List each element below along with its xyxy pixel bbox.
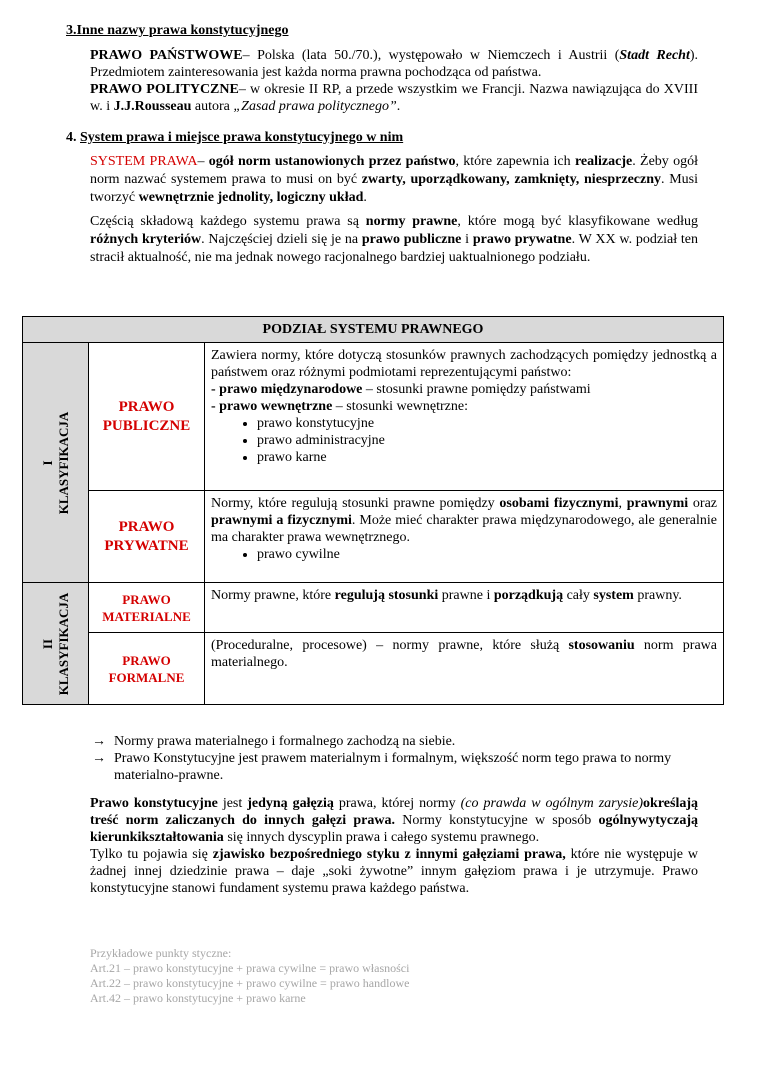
arrow-right-icon: → <box>92 734 106 749</box>
private-law-list <box>211 546 717 563</box>
examples-title: Przykładowe punkty styczne: <box>90 946 232 960</box>
list-item: • prawo cywilne <box>257 546 717 563</box>
list-item: Art.42 – prawo konstytucyjne + prawo karne <box>90 991 306 1005</box>
prawo-publiczne-cell: PRAWO PUBLICZNE <box>89 343 205 491</box>
list-item: → Prawo Konstytucyjne jest prawem materialnym i formalnym, większość norm tego prawa to normy materialno-prawne. <box>92 751 672 783</box>
prawo-formalne-cell: PRAWO FORMALNE <box>89 633 205 705</box>
prawo-konstytucyjne-paragraph: Prawo konstytucyjne jest jedyną gałęzią prawa, której normy (co prawda w ogólnym zarysie)określają treść norm zaliczanych do innych gałęzi prawa. Normy konstytucyjne w sposób ogólnywytyczają kierunkikształtowania się innych dyscyplin prawa i całego systemu prawnego. Tylko tu pojawia się zjawisko bezpośredniego styku z innymi gałęziami prawa, które nie występuje w żadnej innej dziedzinie prawa – daje „soki żywotne” innym gałęziom prawa i je utrzymuje. Prawo konstytucyjne stanowi fundament systemu prawa każdego państwa. <box>90 796 699 896</box>
list-item: → Normy prawa materialnego i formalnego zachodzą na siebie. <box>92 734 456 749</box>
prawo-materialne-desc: Normy prawne, które regulują stosunki prawne i porządkują cały system prawny. <box>205 583 724 633</box>
section-4-body <box>90 153 698 267</box>
prawo-polityczne-paragraph: PRAWO POLITYCZNE– w okresie II RP, a przede wszystkim we Francji. Nazwa nawiązująca do XVIII w. i J.J.Rousseau autora „Zasad prawa politycznego”. <box>90 82 698 114</box>
klasyfikacja-1-label: I KLASYFIKACJA <box>23 343 89 583</box>
section-4-heading: 4. System prawa i miejsce prawa konstytucyjnego w nim <box>66 130 404 145</box>
list-item: • prawo karne <box>257 449 717 466</box>
podzial-table <box>22 316 724 705</box>
arrow-right-icon: → <box>92 751 106 766</box>
table-title: PODZIAŁ SYSTEMU PRAWNEGO <box>23 317 724 343</box>
section-3-heading: 3.Inne nazwy prawa konstytucyjnego <box>66 23 289 38</box>
list-item: • prawo administracyjne <box>257 432 717 449</box>
prawo-prywatne-cell: PRAWO PRYWATNE <box>89 491 205 583</box>
examples-block <box>90 946 698 1006</box>
list-item: Art.22 – prawo konstytucyjne + prawo cywilne = prawo handlowe <box>90 976 410 990</box>
list-item: • prawo konstytucyjne <box>257 415 717 432</box>
klasyfikacja-2-label: II KLASYFIKACJA <box>23 583 89 705</box>
public-law-list <box>211 415 717 466</box>
prawo-publiczne-desc: Zawiera normy, które dotyczą stosunków prawnych zachodzących pomiędzy jednostką a państwem oraz różnymi podmiotami reprezentującymi państwo: - prawo międzynarodowe – stosunki prawne pomiędzy państwami - prawo wewnętrzne – stosunki wewnętrzne: • prawo konstytucyjne • prawo administracyjne • prawo karne <box>205 343 724 491</box>
prawo-formalne-desc: (Proceduralne, procesowe) – normy prawne, które służą stosowaniu norm prawa materialnego. <box>205 633 724 705</box>
prawo-materialne-cell: PRAWO MATERIALNE <box>89 583 205 633</box>
prawo-prywatne-desc: Normy, które regulują stosunki prawne pomiędzy osobami fizycznymi, prawnymi oraz prawnymi a fizycznymi. Może mieć charakter prawa międzynarodowego, ale generalnie ma charakter prawa wewnętrznego. • prawo cywilne <box>205 491 724 583</box>
normy-prawne-paragraph: Częścią składową każdego systemu prawa są normy prawne, które mogą być klasyfikowane według różnych kryteriów. Najczęściej dzieli się je na prawo publiczne i prawo prywatne. W XX w. podział ten stracił aktualność, nie ma jednak nowego racjonalnego bardziej uaktualnionego podziału. <box>90 214 698 265</box>
list-item: Art.21 – prawo konstytucyjne + prawa cywilne = prawo własności <box>90 961 410 975</box>
section-3-body <box>90 47 698 115</box>
arrow-list <box>92 733 698 784</box>
prawo-panstwowe-paragraph: PRAWO PAŃSTWOWE– Polska (lata 50./70.), występowało w Niemczech i Austrii (Stadt Recht). Przedmiotem zainteresowania jest każda norma prawna pochodząca od państwa. <box>90 48 698 80</box>
system-prawa-definition: SYSTEM PRAWA– ogół norm ustanowionych przez państwo, które zapewnia ich realizacje. Żeby ogół norm nazwać systemem prawa to musi on być zwarty, uporządkowany, zamknięty, niesprzeczny. Musi tworzyć wewnętrznie jednolity, logiczny układ. <box>90 154 699 205</box>
